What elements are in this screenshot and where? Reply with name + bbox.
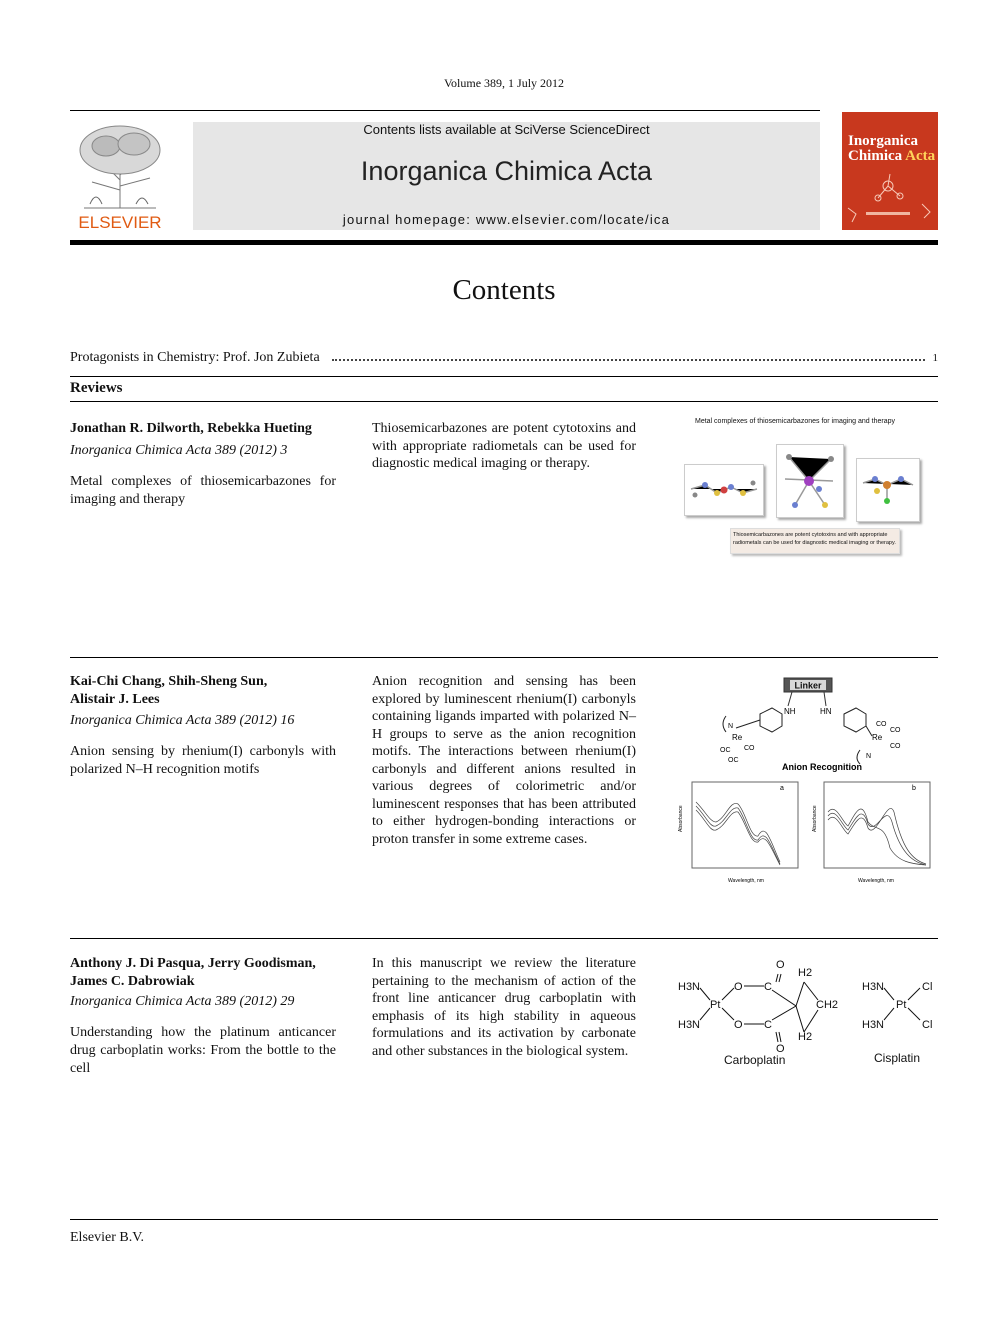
elsevier-wordmark: ELSEVIER: [78, 213, 162, 232]
structure-panel-3: [856, 458, 920, 522]
panel-a-label: a: [780, 785, 784, 792]
co-right-label: CO: [876, 721, 887, 728]
section-heading: Reviews: [70, 380, 123, 396]
toc-entry-title: Protagonists in Chemistry: Prof. Jon Zubieta: [70, 350, 320, 365]
carbo-o-dbl-bottom: O: [776, 1043, 785, 1055]
plot-b-ylabel: Absorbance: [812, 805, 818, 832]
plot-b-xlabel: Wavelength, nm: [858, 878, 894, 884]
header-rule: [70, 110, 820, 111]
structure-panel-1: [684, 464, 764, 516]
footer-rule: [70, 1219, 938, 1220]
article-3-abstract: In this manuscript we review the literature pertaining to the mechanism of action of the front line anticancer drug carboplatin with emphasis of its high stability in aqueous formulations and its activation by carbonate and other substances in the biological system.: [372, 956, 636, 1059]
article-2-citation[interactable]: Inorganica Chimica Acta 389 (2012) 16: [70, 713, 295, 728]
re-right-label: Re: [872, 733, 883, 742]
toc-entry[interactable]: [70, 350, 938, 366]
oc-left-label: OC: [720, 747, 731, 754]
oc-left2-label: OC: [728, 757, 739, 764]
article-1-graphic: [680, 416, 926, 556]
carboplatin-cisplatin-structures: [672, 952, 938, 1072]
article-divider-1: [70, 657, 938, 658]
carbo-ch2: CH2: [816, 999, 839, 1011]
article-2-authors-line2: Alistair J. Lees: [70, 692, 160, 707]
cisplatin-label: Cisplatin: [874, 1051, 921, 1065]
co-right3-label: CO: [890, 743, 901, 750]
molecule-left-icon: [685, 465, 763, 515]
cis-h3n-bottom: H3N: [862, 1019, 885, 1031]
carbo-o-top: O: [734, 981, 743, 993]
article-2-abstract: Anion recognition and sensing has been explored by luminescent rhenium(I) carbonyls containing ligands imparted with polarized N–H groups to serve as the anion recognition motifs. The interactions between rhenium(I) carbonyls and different anions resulted in various degrees of colorimetric and/or luminescent responses that has been attributed to either hydrogen-bonding interactions or proton transfer in some extreme cases.: [372, 674, 636, 847]
page-title: Contents: [452, 274, 556, 306]
article-3-authors: [70, 955, 340, 991]
carbo-h2-top: H2: [798, 967, 813, 979]
cis-pt: Pt: [896, 999, 907, 1011]
toc-leader-dots: [332, 358, 925, 361]
nh-right-label: HN: [820, 707, 832, 716]
carbo-pt: Pt: [710, 999, 721, 1011]
linker-label: Linker: [794, 680, 822, 691]
article-3-authors-line1: Anthony J. Di Pasqua, Jerry Goodisman,: [70, 956, 316, 971]
cover-title-line2b: Acta: [905, 148, 936, 164]
article-divider-2: [70, 938, 938, 939]
article-1-abstract: Thiosemicarbazones are potent cytotoxins and with appropriate radiometals can be used for diagnostic medical imaging or therapy.: [372, 421, 636, 471]
journal-banner: [193, 122, 820, 230]
n-right-label: N: [866, 753, 872, 760]
carboplatin-label: Carboplatin: [724, 1053, 786, 1067]
cis-cl-bottom: Cl: [922, 1019, 933, 1031]
re-left-label: Re: [732, 733, 743, 742]
n-left-label: N: [728, 723, 734, 730]
header-thick-rule: [70, 240, 938, 245]
elsevier-logo: [70, 120, 170, 232]
anion-recognition-label: Anion Recognition: [782, 762, 862, 772]
nh-left-label: NH: [784, 707, 796, 716]
article-2-title[interactable]: Anion sensing by rhenium(I) carbonyls with polarized N–H recognition motifs: [70, 744, 336, 777]
carbo-h3n-top: H3N: [678, 981, 701, 993]
cover-title-line2a: Chimica: [848, 148, 903, 164]
journal-name: Inorganica Chimica Acta: [360, 156, 653, 186]
carbo-o-bottom: O: [734, 1019, 743, 1031]
carbo-h2-bottom: H2: [798, 1031, 813, 1043]
co-right2-label: CO: [890, 727, 901, 734]
cover-title-line1: Inorganica: [848, 133, 919, 149]
plot-a-xlabel: Wavelength, nm: [728, 878, 764, 884]
contents-available-text: Contents lists available at SciVerse ScienceDirect: [363, 122, 650, 137]
carbo-c-bottom: C: [764, 1019, 772, 1031]
co-left-label: CO: [744, 745, 755, 752]
journal-cover: [842, 112, 938, 230]
molecule-center-icon: [777, 445, 843, 517]
molecule-right-icon: [857, 459, 919, 521]
cis-h3n-top: H3N: [862, 981, 885, 993]
plot-a-ylabel: Absorbance: [678, 805, 684, 832]
article-1-citation[interactable]: Inorganica Chimica Acta 389 (2012) 3: [70, 443, 288, 458]
toc-entry-page: 1: [932, 352, 938, 364]
anion-sensing-graphic: [676, 672, 938, 888]
carbo-c-top: C: [764, 981, 772, 993]
journal-homepage-link[interactable]: journal homepage: www.elsevier.com/locate/ica: [342, 212, 671, 227]
article-2-authors-line1: Kai-Chi Chang, Shih-Sheng Sun,: [70, 674, 268, 689]
footer-publisher: Elsevier B.V.: [70, 1230, 145, 1245]
graphic-1-note: Thiosemicarbazones are potent cytotoxins and with appropriate radiometals can be used for diagnostic medical imaging or therapy.: [730, 528, 900, 554]
article-2-authors: [70, 673, 340, 709]
section-rule-top: [70, 376, 938, 377]
cover-molecule-icon: [842, 112, 938, 230]
carbo-h3n-bottom: H3N: [678, 1019, 701, 1031]
article-3-title[interactable]: Understanding how the platinum anticancer drug carboplatin works: From the bottle to the cell: [70, 1025, 336, 1076]
article-3-citation[interactable]: Inorganica Chimica Acta 389 (2012) 29: [70, 994, 295, 1009]
elsevier-tree-icon: [70, 120, 170, 232]
cis-cl-top: Cl: [922, 981, 933, 993]
article-3-graphic: [672, 952, 938, 1072]
volume-info: Volume 389, 1 July 2012: [443, 76, 565, 90]
article-2-graphic: [676, 672, 938, 888]
article-3-authors-line2: James C. Dabrowiak: [70, 974, 195, 989]
panel-b-label: b: [912, 785, 916, 792]
article-1-title[interactable]: Metal complexes of thiosemicarbazones for imaging and therapy: [70, 474, 336, 507]
structure-panel-2: [776, 444, 844, 518]
graphic-1-caption: Metal complexes of thiosemicarbazones for imaging and therapy: [695, 418, 895, 425]
carbo-o-dbl-top: O: [776, 959, 785, 971]
section-rule-bottom: [70, 401, 938, 402]
article-1-authors: Jonathan R. Dilworth, Rebekka Hueting: [70, 421, 312, 436]
